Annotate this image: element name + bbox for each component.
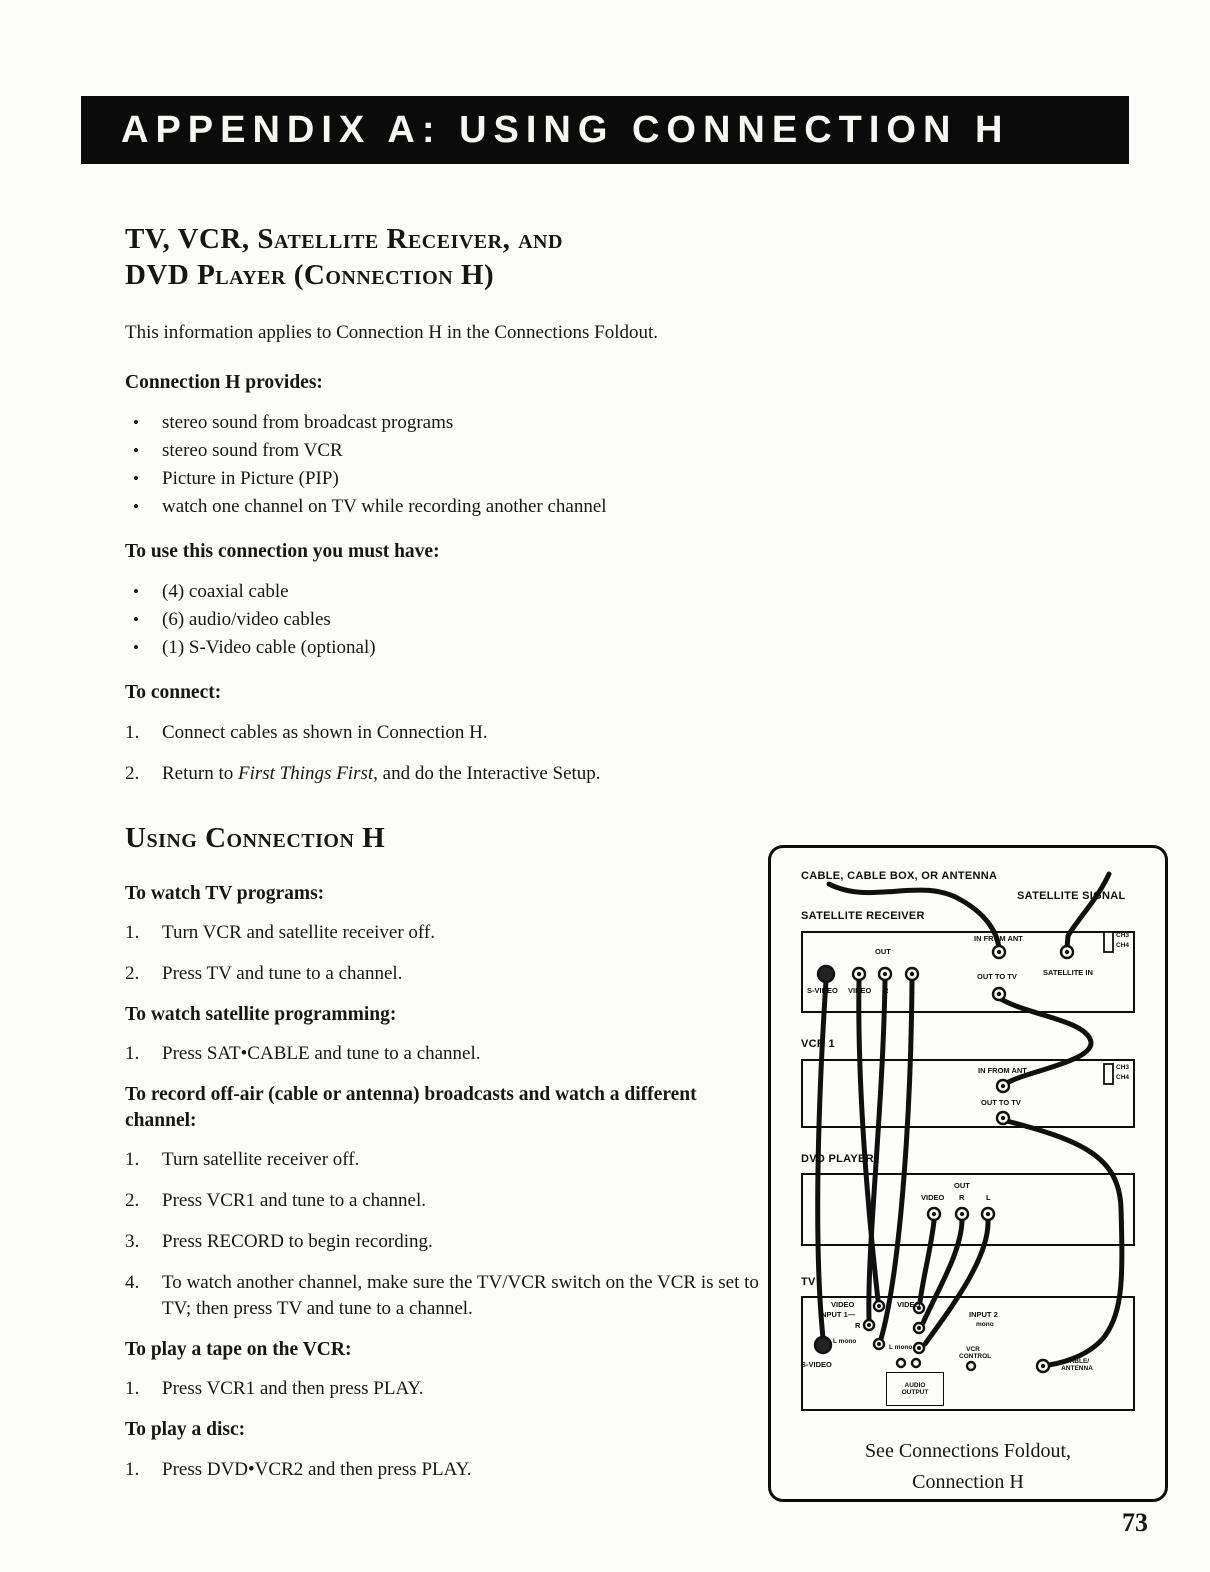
diagram-label-vcr-out-to-tv: OUT TO TV: [981, 1098, 1021, 1107]
step-text: Press TV and tune to a channel.: [162, 962, 403, 984]
step-text: Press VCR1 and then press PLAY.: [162, 1378, 424, 1400]
diagram-label-dvd-player: DVD PLAYER: [801, 1153, 874, 1165]
play-tape-heading: To play a tape on the VCR:: [125, 1338, 352, 1360]
intro-paragraph: This information applies to Connection H in the Connections Foldout.: [125, 321, 659, 343]
diagram-label-tv-input2-l-mono: L mono: [889, 1344, 913, 1351]
bullet-item: • stereo sound from VCR: [125, 437, 761, 465]
diagram-label-tv-input2: INPUT 2: [969, 1310, 998, 1319]
step-item: [125, 920, 761, 946]
tv-vcr-control-jack: [967, 1362, 975, 1370]
cable-vcr-out-to-tv-antenna: [1003, 1120, 1122, 1365]
sat-ch3-ch4-switch: [1104, 932, 1113, 952]
record-off-air-heading: To record off-air (cable or antenna) broadcasts and watch a different channel:: [125, 1084, 697, 1131]
step-number: 1.: [125, 1378, 140, 1400]
step-number: 2.: [125, 762, 140, 784]
tv-audio-output-box: [886, 1372, 944, 1406]
step-item: [125, 1188, 761, 1214]
bullet-item: • stereo sound from broadcast programs: [125, 409, 761, 437]
diagram-label-sat-ch4: CH4: [1116, 942, 1130, 949]
step-number: 1.: [125, 1148, 140, 1170]
step-text-italic: First Things First,: [238, 762, 378, 784]
tv-svideo-jack: [815, 1337, 831, 1353]
provides-list: [125, 409, 761, 521]
diagram-label-sat-l: L: [910, 986, 915, 995]
diagram-label-dvd-l: L: [986, 1193, 991, 1202]
diagram-caption-line2: Connection H: [912, 1471, 1024, 1493]
diagram-label-sat-video: VIDEO: [848, 986, 872, 995]
text-column: [125, 222, 761, 1498]
step-text: Turn VCR and satellite receiver off.: [162, 921, 435, 943]
bullet-item: • (4) coaxial cable: [125, 578, 761, 606]
tv-audio-out-r-jack: [897, 1359, 905, 1367]
step-item: [125, 1147, 761, 1173]
must-have-list: [125, 578, 761, 662]
step-number: 2.: [125, 962, 140, 984]
step-number: 1.: [125, 1043, 140, 1065]
diagram-label-vcr-ch4: CH4: [1116, 1074, 1130, 1081]
diagram-label-sat-svideo: S-VIDEO: [807, 986, 838, 995]
diagram-label-sat-ch3: CH3: [1116, 932, 1130, 939]
bullet-item: • watch one channel on TV while recording another channel: [125, 493, 761, 521]
diagram-label-sat-out-to-tv: OUT TO TV: [977, 972, 1017, 981]
step-item: [125, 961, 761, 987]
cable-dvd-audio-r-to-tv: [923, 1221, 962, 1323]
diagram-label-tv-input1: INPUT 1—: [819, 1310, 856, 1319]
section-title-connection-h: [125, 222, 761, 294]
diagram-caption: [771, 1436, 1165, 1498]
step-item: [125, 1270, 761, 1322]
diagram-label-tv-input2-video: VIDEO: [897, 1300, 921, 1309]
watch-tv-heading: To watch TV programs:: [125, 882, 325, 904]
step-item: [125, 720, 761, 746]
diagram-label-dvd-r: R: [959, 1193, 965, 1202]
play-disc-heading: To play a disc:: [125, 1419, 246, 1441]
diagram-label-tv-svideo: S-VIDEO: [801, 1360, 832, 1369]
section-title-line1: TV, VCR, Satellite Receiver, and: [125, 223, 563, 255]
diagram-label-satellite-in: SATELLITE IN: [1043, 968, 1093, 977]
step-text: Press SAT•CABLE and tune to a channel.: [162, 1043, 481, 1065]
step-item: [125, 1229, 761, 1255]
step-item: [125, 1041, 761, 1067]
diagram-label-vcr-ch3: CH3: [1116, 1064, 1130, 1071]
step-item: [125, 1376, 761, 1402]
bullet-item: • (6) audio/video cables: [125, 606, 761, 634]
diagram-label-sat-r: R: [883, 986, 889, 995]
tv-audio-out-l-jack: [912, 1359, 920, 1367]
diagram-caption-line1: See Connections Foldout,: [864, 1440, 1072, 1462]
step-number: 4.: [125, 1271, 140, 1293]
step-number: 1.: [125, 721, 140, 743]
diagram-label-dvd-out: OUT: [954, 1181, 970, 1190]
bullet-item: • Picture in Picture (PIP): [125, 465, 761, 493]
step-text: Connect cables as shown in Connection H.: [162, 721, 488, 743]
connection-diagram: [768, 845, 1168, 1502]
diagram-label-tv-input1-l-mono: L mono: [833, 1338, 857, 1345]
provides-heading: Connection H provides:: [125, 371, 323, 393]
step-item: [125, 1457, 761, 1483]
cables-and-jacks-svg: [771, 848, 1171, 1505]
diagram-label-dvd-video: VIDEO: [921, 1193, 945, 1202]
bullet-item: • (1) S-Video cable (optional): [125, 634, 761, 662]
step-number: 1.: [125, 1458, 140, 1480]
to-connect-heading: To connect:: [125, 682, 222, 704]
diagram-label-tv-input1-r: R: [855, 1321, 861, 1330]
cable-group: [818, 874, 1122, 1365]
step-text: [162, 761, 601, 787]
diagram-label-tv: TV: [801, 1276, 816, 1288]
step-text: Press RECORD to begin recording.: [162, 1230, 433, 1252]
section-title-line2: DVD Player (Connection H): [125, 258, 495, 291]
watch-satellite-heading: To watch satellite programming:: [125, 1003, 397, 1025]
step-text: Press DVD•VCR2 and then press PLAY.: [162, 1458, 472, 1480]
diagram-label-satellite-signal: SATELLITE SIGNAL: [1017, 890, 1126, 902]
diagram-label-tv-input2-mono: mono: [976, 1321, 994, 1328]
appendix-header-title: APPENDIX A: USING CONNECTION H: [121, 108, 1010, 151]
channel-switch-group: [1104, 932, 1113, 1084]
step-text: Press VCR1 and tune to a channel.: [162, 1189, 427, 1211]
diagram-label-audio-output: AUDIO OUTPUT: [901, 1381, 929, 1396]
diagram-label-cable-box-antenna: CABLE, CABLE BOX, OR ANTENNA: [801, 870, 998, 882]
diagram-label-tv-input1-video: VIDEO: [831, 1300, 855, 1309]
diagram-label-vcr-control: VCR CONTROL: [959, 1346, 992, 1361]
diagram-label-vcr1: VCR 1: [801, 1038, 835, 1050]
diagram-label-cable-antenna: CABLE/ ANTENNA: [1061, 1358, 1093, 1373]
cable-satellite-signal: [1067, 874, 1109, 948]
vcr-ch3-ch4-switch: [1104, 1064, 1113, 1084]
diagram-label-vcr-in-from-ant: IN FROM ANT: [978, 1066, 1027, 1075]
cable-dvd-video-to-tv: [920, 1221, 934, 1302]
sat-svideo-jack: [818, 966, 834, 982]
step-text-pre: Return to: [162, 762, 238, 784]
step-number: 1.: [125, 921, 140, 943]
must-have-heading: To use this connection you must have:: [125, 540, 440, 562]
step-text: Turn satellite receiver off.: [162, 1148, 360, 1170]
page-number: 73: [1122, 1508, 1148, 1537]
step-text-post: and do the Interactive Setup.: [377, 762, 601, 784]
diagram-label-sat-in-from-ant: IN FROM ANT: [974, 934, 1023, 943]
step-number: 2.: [125, 1189, 140, 1211]
step-item: [125, 761, 761, 787]
step-number: 3.: [125, 1230, 140, 1252]
step-text: To watch another channel, make sure the TV/VCR switch on the VCR is set to TV; then press TV and tune to a channel.: [162, 1271, 759, 1319]
diagram-label-satellite-receiver: SATELLITE RECEIVER: [801, 910, 925, 922]
diagram-label-sat-out: OUT: [875, 947, 891, 956]
appendix-header-bar: [81, 96, 1129, 164]
section-title-using-connection-h: Using Connection H: [125, 821, 386, 854]
